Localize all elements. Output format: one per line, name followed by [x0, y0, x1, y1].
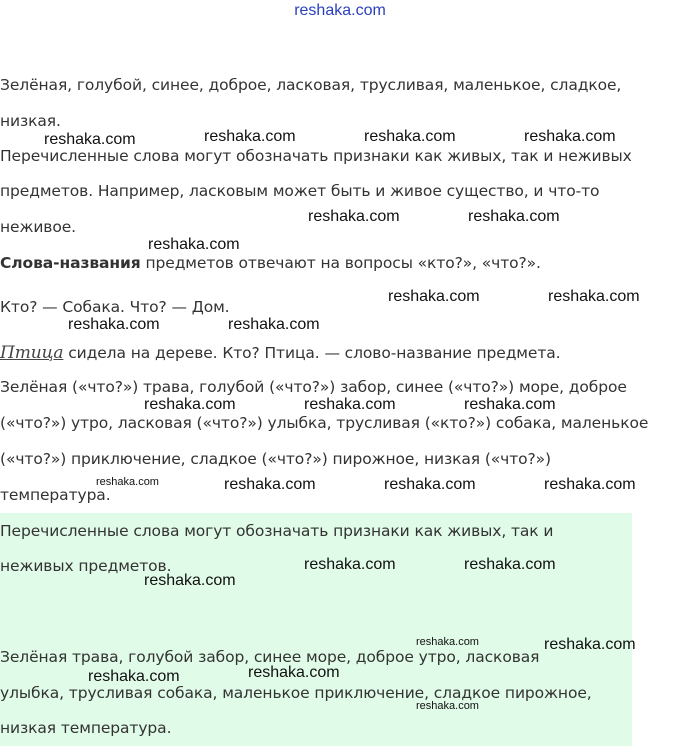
- rule-term: Слова-названия: [0, 254, 141, 272]
- watermark: reshaka.com: [416, 700, 479, 712]
- watermark: reshaka.com: [304, 556, 396, 573]
- watermark: reshaka.com: [68, 316, 160, 333]
- watermark: reshaka.com: [304, 396, 396, 413]
- watermark: reshaka.com: [144, 572, 236, 589]
- watermark: reshaka.com: [224, 476, 316, 493]
- watermark: reshaka.com: [204, 128, 296, 145]
- answer-line-3: Зелёная трава, голубой забор, синее море, доброе утро, ласковая: [0, 648, 540, 666]
- answer-line-2: неживых предметов.: [0, 557, 172, 575]
- watermark: reshaka.com: [548, 288, 640, 305]
- rule-line: [0, 254, 541, 272]
- answer-line-4: улыбка, трусливая собака, маленькое приключение, сладкое пирожное,: [0, 684, 592, 702]
- watermark: reshaka.com: [544, 636, 636, 653]
- answer-line-5: низкая температура.: [0, 719, 172, 737]
- watermark: reshaka.com: [96, 476, 159, 488]
- watermark: reshaka.com: [308, 208, 400, 225]
- answer-line-1: Перечисленные слова могут обозначать признаки как живых, так и: [0, 522, 554, 540]
- watermark: reshaka.com: [464, 556, 556, 573]
- answer-box: [0, 513, 632, 746]
- site-header-link[interactable]: reshaka.com: [294, 2, 386, 19]
- bird-example-line: [0, 343, 561, 363]
- example-line: Кто? — Собака. Что? — Дом.: [0, 298, 230, 316]
- word-list-line-2: низкая.: [0, 112, 61, 130]
- watermark: reshaka.com: [384, 476, 476, 493]
- watermark: reshaka.com: [524, 128, 616, 145]
- watermark: reshaka.com: [88, 668, 180, 685]
- watermark: reshaka.com: [364, 128, 456, 145]
- explanation-line-1: Перечисленные слова могут обозначать признаки как живых, так и неживых: [0, 147, 632, 165]
- watermark: reshaka.com: [544, 476, 636, 493]
- watermark: reshaka.com: [228, 316, 320, 333]
- questions-line-2: («что?») утро, ласковая («что?») улыбка, трусливая («кто?») собака, маленькое: [0, 414, 649, 432]
- bird-example-text: сидела на дереве. Кто? Птица. — слово-название предмета.: [63, 344, 561, 362]
- explanation-line-3: неживое.: [0, 218, 76, 236]
- watermark: reshaka.com: [148, 236, 240, 253]
- watermark: reshaka.com: [248, 664, 340, 681]
- questions-line-4: температура.: [0, 486, 111, 504]
- rule-text: предметов отвечают на вопросы «кто?», «что?».: [140, 254, 541, 272]
- watermark: reshaka.com: [416, 636, 479, 648]
- watermark: reshaka.com: [464, 396, 556, 413]
- word-list-line-1: Зелёная, голубой, синее, доброе, ласковая, трусливая, маленькое, сладкое,: [0, 76, 622, 94]
- questions-line-3: («что?») приключение, сладкое («что?») пирожное, низкая («что?»): [0, 450, 551, 468]
- questions-line-1: Зелёная («что?») трава, голубой («что?») забор, синее («что?») море, доброе: [0, 378, 627, 396]
- watermark: reshaka.com: [468, 208, 560, 225]
- explanation-line-2: предметов. Например, ласковым может быть и живое существо, и что-то: [0, 182, 600, 200]
- handwritten-word: Птица: [0, 343, 64, 363]
- watermark: reshaka.com: [144, 396, 236, 413]
- watermark: reshaka.com: [44, 131, 136, 148]
- watermark: reshaka.com: [388, 288, 480, 305]
